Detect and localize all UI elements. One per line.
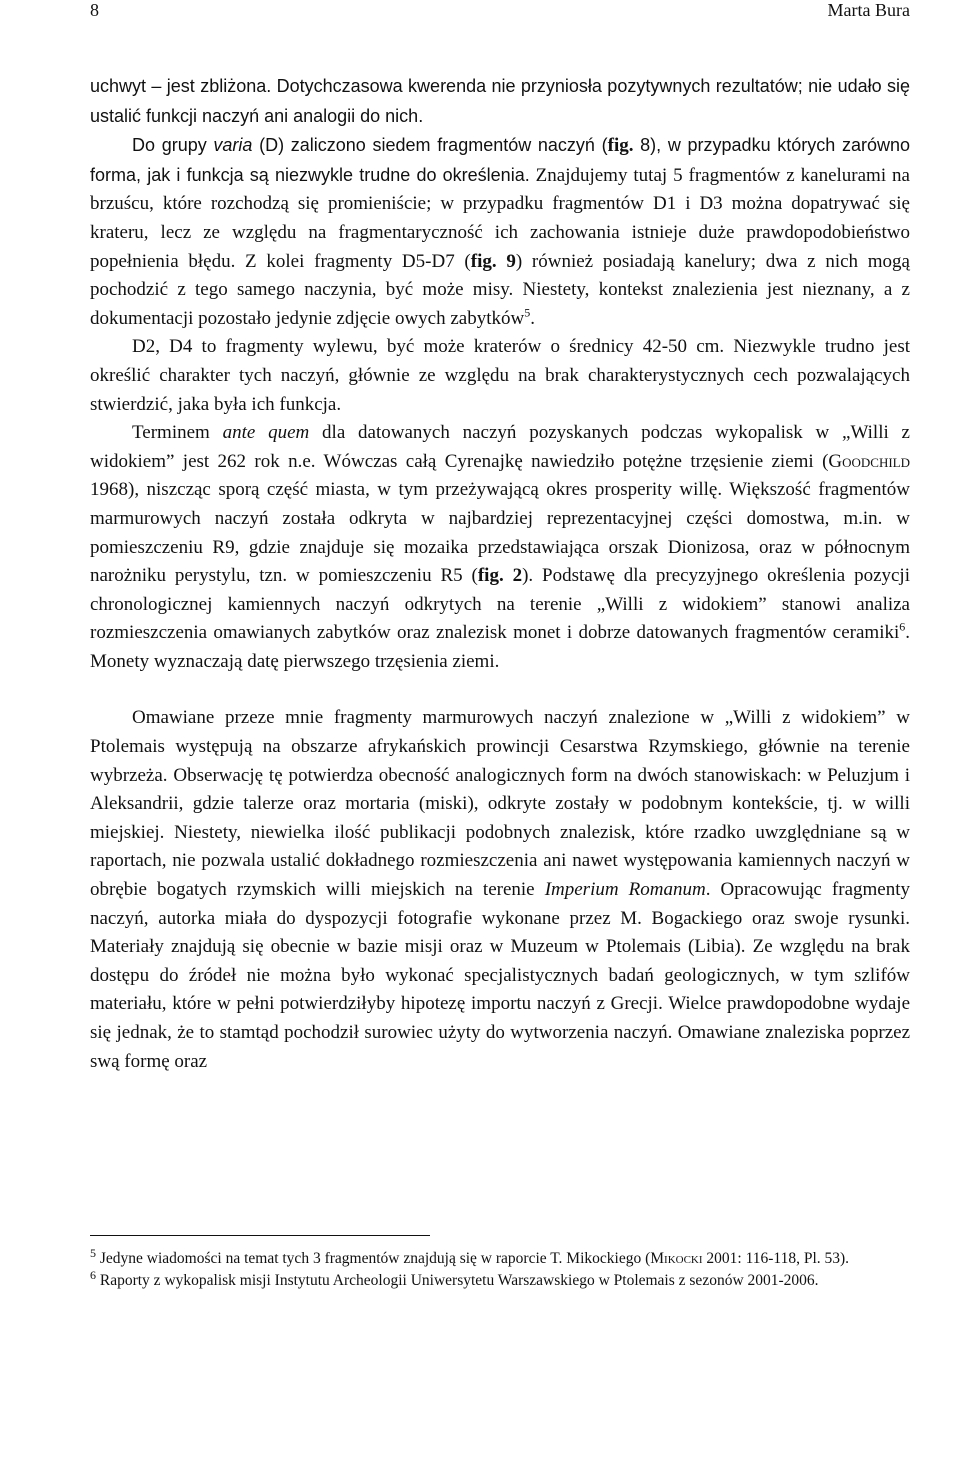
p5-text-a: Omawiane przeze mnie fragmenty marmurowych naczyń znalezione w „Willi z widokiem” w Ptolemais występują na obszarze afrykańskich prowincji Cesarstwa Rzymskiego, głównie na terenie wybrzeża. Obserwację tę potwierdza obecność analogicznych form na dwóch stanowiskach: w Peluzjum i Aleksandrii, gdzie talerze oraz mortaria (miski), odkryte zostały w podobnym kontekście, tj. w willi miejskiej. Niestety, niewielka ilość publikacji podobnych znalezisk, które rzadko uwzględniane są w raportach, nie pozwala ustalić dokładnego rozmieszczenia ani nawet występowania kamiennych naczyń w obrębie bogatych rzymskich willi miejskich na terenie [90, 707, 910, 901]
fig-9-reference: fig. 9 [470, 250, 516, 272]
paragraph-4 [90, 419, 910, 676]
p5-text-b: . Opracowując fragmenty naczyń, autorka miała do dyspozycji fotografie wykonane przez M. Bogackiego oraz swoje rysunki. Materiały znajdują się obecnie w bazie misji oraz w Muzeum w Ptolemais (Libia). Ze względu na brak dostępu do źródeł nie można było wykonać specjalistycznych badań geologicznych, w tym szlifów materiału, które w pełni potwierdziłyby hipotezę importu naczyń z Grecji. Wielce prawdopodobne wydaje się jednak, że to stamtąd pochodził surowiec użyty do wytworzenia naczyń. Omawiane znaleziska poprzez swą formę oraz [90, 879, 910, 1072]
fig-8-reference: fig. [607, 135, 634, 157]
footnote-6-number: 6 [90, 1267, 96, 1282]
p2-text-a: Do grupy [132, 135, 214, 156]
goodchild-citation: Goodchild [828, 450, 910, 472]
paragraph-1 [90, 72, 910, 131]
footnote-ref-6: 6 [899, 619, 906, 634]
p2-text-b: (D) zaliczono siedem fragmentów naczyń ( [252, 135, 608, 156]
footnote-ref-5: 5 [524, 305, 531, 320]
footnote-5-number: 5 [90, 1245, 96, 1260]
footnote-5-text-a: Jedyne wiadomości na temat tych 3 fragmentów znajdują się w raporcie T. Mikockiego ( [96, 1250, 651, 1267]
paragraph-2 [90, 131, 910, 333]
p2-text-f: . [530, 307, 535, 329]
p2-text-c: 8), w przypadku których zarówno forma, jak i funkcja są niezwykle trudne do określenia. [90, 135, 910, 185]
body-text [90, 72, 910, 1076]
footnote-separator [90, 1235, 430, 1236]
page-number: 8 [90, 0, 99, 20]
footnote-5-text-b: 2001: 116-118, Pl. 53). [702, 1250, 850, 1267]
p4-text-e: . Monety wyznaczają datę pierwszego trzęsienia ziemi. [90, 622, 910, 672]
footnotes [90, 1245, 910, 1292]
p4-text-d: ). Podstawę dla precyzyjnego określenia pozycji chronologicznej kamiennych naczyń odkrytych na terenie „Willi z widokiem” stanowi analiza rozmieszczenia omawianych zabytków oraz znalezisk monet i dobrze datowanych fragmentów ceramiki [90, 565, 910, 644]
paragraph-5 [90, 704, 910, 1076]
p4-text-c: 1968), niszcząc sporą część miasta, w tym przeżywającą okres prosperity willę. Większość fragmentów marmurowych naczyń została odkryta w najbardziej reprezentacyjnej części domostwa, m.in. w pomieszczeniu R9, gdzie znajduje się mozaika przedstawiająca orszak Dionizosa, oraz w północnym narożniku perystylu, tzn. w pomieszczeniu R5 ( [90, 479, 910, 587]
p2-text-d: Znajdujemy tutaj 5 fragmentów z kanelurami na brzuścu, które rozchodzą się promieniście; w przypadku fragmentów D1 i D3 można dopatrywać się krateru, lecz ze względu na fragmentaryczność ich zachowania istnieje duże prawdopodobieństwo popełnienia błędu. Z kolei fragmenty D5-D7 ( [90, 164, 910, 272]
p2-varia-term: varia [213, 135, 253, 156]
footnote-5 [90, 1245, 910, 1270]
p4-text-b: dla datowanych naczyń pozyskanych podczas wykopalisk w „Willi z widokiem” jest 262 rok n.e. Wówczas całą Cyrenajkę nawiedziło potężne trzęsienie ziemi ( [90, 422, 910, 472]
fig-2-reference: fig. 2 [477, 565, 523, 587]
footnote-6-text: Raporty z wykopalisk misji Instytutu Archeologii Uniwersytetu Warszawskiego w Ptolemais z sezonów 2001-2006. [96, 1272, 819, 1289]
p4-text-a: Terminem [132, 422, 223, 444]
p2-text-e: ) również posiadają kanelury; dwa z nich mogą pochodzić z tego samego naczynia, być może misy. Niestety, kontekst znalezienia jest nieznany, a z dokumentacji pozostało jedynie zdjęcie owych zabytków [90, 250, 910, 329]
running-header [90, 0, 910, 30]
paragraph-1-text: uchwyt – jest zbliżona. Dotychczasowa kwerenda nie przyniosła pozytywnych rezultatów; nie udało się ustalić funkcji naczyń ani analogii do nich. [90, 76, 910, 126]
imperium-romanum-term: Imperium Romanum [544, 879, 706, 901]
footnote-6 [90, 1267, 910, 1292]
mikocki-citation: Mikocki [650, 1250, 703, 1267]
paragraph-3: D2, D4 to fragmenty wylewu, być może kraterów o średnicy 42-50 cm. Niezwykle trudno jest określić charakter tych naczyń, głównie ze względu na brak charakterystycznych cech pozwalających stwierdzić, jaka była ich funkcja. [90, 336, 910, 415]
running-author: Marta Bura [827, 0, 910, 20]
ante-quem-term: ante quem [222, 422, 310, 444]
